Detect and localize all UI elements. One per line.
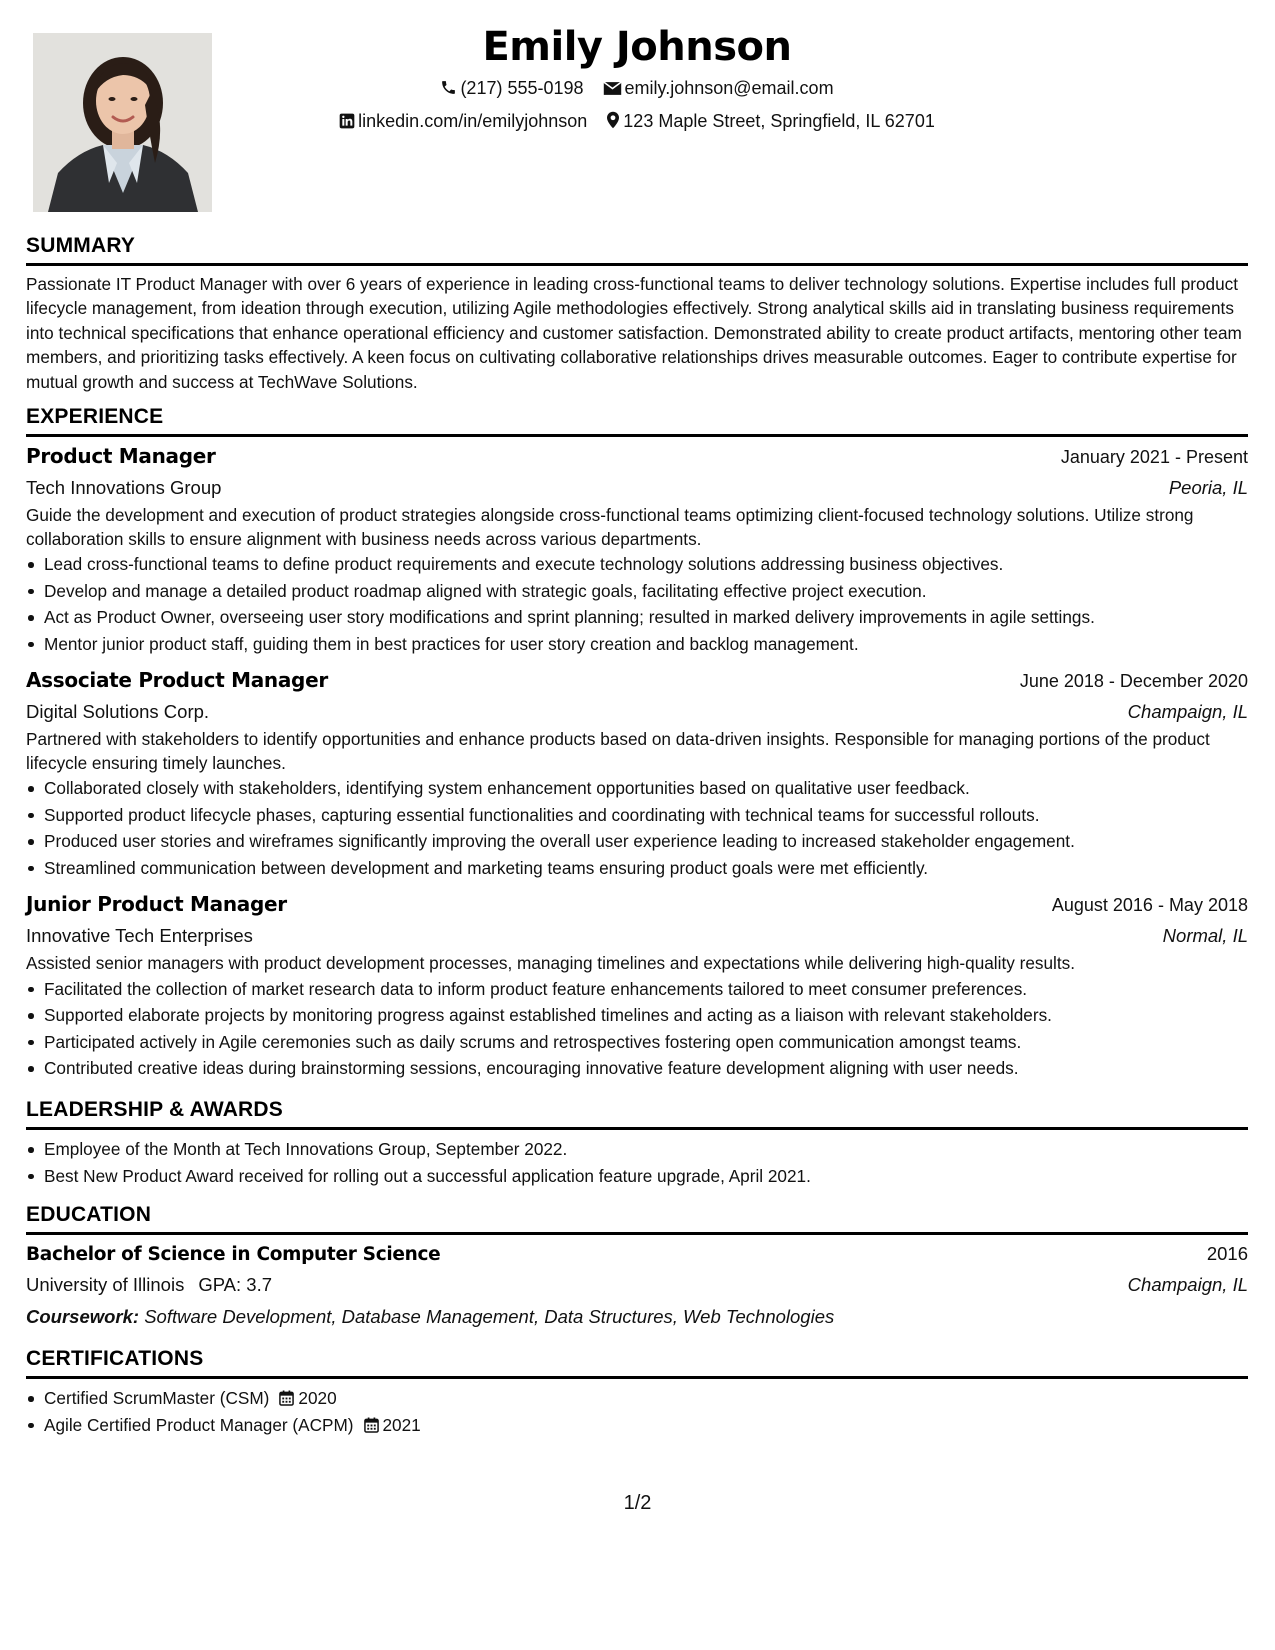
job-header — [26, 441, 1248, 472]
job-title: Junior Product Manager — [26, 892, 287, 916]
job-entry — [26, 441, 1248, 657]
job-bullets — [26, 775, 1248, 881]
map-pin-icon — [606, 111, 620, 129]
list-item: Streamlined communication between development and marketing teams ensuring product goals were met efficiently. — [44, 855, 1248, 882]
university: University of Illinois — [26, 1274, 185, 1295]
envelope-icon — [603, 81, 622, 96]
job-company: Digital Solutions Corp. — [26, 701, 210, 722]
list-item: Act as Product Owner, overseeing user story modifications and sprint planning; resulted in marked delivery improvements in agile settings. — [44, 604, 1248, 631]
list-item: Best New Product Award received for rolling out a successful application feature upgrade, April 2021. — [44, 1163, 1248, 1190]
section-divider — [26, 1127, 1248, 1130]
job-header — [26, 889, 1248, 920]
leadership-section — [26, 1097, 1248, 1189]
job-location: Peoria, IL — [1168, 477, 1248, 498]
linkedin-icon — [339, 113, 355, 129]
certification-year: 2020 — [298, 1388, 337, 1408]
certifications-section — [26, 1346, 1248, 1438]
section-title-leadership: LEADERSHIP & AWARDS — [26, 1098, 283, 1121]
job-subheader — [26, 472, 1248, 504]
list-item: Mentor junior product staff, guiding them in best practices for user story creation and backlog management. — [44, 631, 1248, 658]
job-header — [26, 665, 1248, 696]
section-divider — [26, 1376, 1248, 1379]
certification-name: Certified ScrumMaster (CSM) — [44, 1388, 270, 1408]
email-text[interactable]: emily.johnson@email.com — [624, 78, 834, 99]
calendar-icon — [364, 1417, 379, 1433]
degree: Bachelor of Science in Computer Science — [26, 1244, 441, 1265]
job-description: Guide the development and execution of product strategies alongside cross-functional teams optimizing client-focused technology solutions. Utilize strong collaboration skills to ensure alignment with business needs across various departments. — [26, 505, 1194, 549]
list-item — [44, 1385, 1248, 1412]
gpa: GPA: 3.7 — [198, 1274, 273, 1295]
contact-row-2 — [26, 108, 1248, 131]
section-title-certifications: CERTIFICATIONS — [26, 1347, 204, 1370]
certification-name: Agile Certified Product Manager (ACPM) — [44, 1414, 354, 1435]
list-item: Collaborated closely with stakeholders, identifying system enhancement opportunities based on qualitative user feedback. — [44, 775, 1248, 802]
section-divider — [26, 434, 1248, 437]
list-item: Produced user stories and wireframes significantly improving the overall user experience leading to increased stakeholder engagement. — [44, 828, 1248, 855]
coursework-list: Software Development, Database Management, Data Structures, Web Technologies — [144, 1306, 835, 1327]
job-entry — [26, 889, 1248, 1082]
job-dates: August 2016 - May 2018 — [1051, 895, 1248, 915]
list-item: Lead cross-functional teams to define product requirements and execute technology solutions addressing business objectives. — [44, 551, 1248, 578]
coursework-label: Coursework: — [26, 1306, 140, 1327]
job-dates: January 2021 - Present — [1060, 447, 1248, 467]
page-number: 1/2 — [623, 1492, 652, 1514]
list-item: Supported elaborate projects by monitoring progress against established timelines and acting as a liaison with relevant stakeholders. — [44, 1002, 1248, 1029]
education-location: Champaign, IL — [1127, 1274, 1248, 1295]
phone-contact — [440, 77, 583, 99]
certifications-list — [26, 1385, 1248, 1438]
resume-page — [26, 0, 1248, 1650]
job-location: Normal, IL — [1162, 925, 1248, 946]
calendar-icon — [279, 1390, 294, 1406]
linkedin-text[interactable]: linkedin.com/in/emilyjohnson — [358, 110, 588, 131]
university-line — [26, 1270, 272, 1300]
section-divider — [26, 263, 1248, 266]
job-subheader — [26, 696, 1248, 728]
coursework — [26, 1302, 1248, 1332]
list-item: Employee of the Month at Tech Innovations Group, September 2022. — [44, 1136, 1248, 1163]
address-contact — [606, 110, 935, 132]
job-subheader — [26, 920, 1248, 952]
list-item — [44, 1412, 1248, 1439]
list-item: Contributed creative ideas during brainstorming sessions, encouraging innovative feature development aligning with user needs. — [44, 1055, 1248, 1082]
job-company: Innovative Tech Enterprises — [26, 925, 253, 946]
job-title: Product Manager — [26, 444, 216, 468]
awards-list — [26, 1136, 1248, 1189]
job-bullets — [26, 976, 1248, 1082]
job-description: Partnered with stakeholders to identify opportunities and enhance products based on data-driven insights. Responsible for managing portions of the product lifecycle ensuring timely launches. — [26, 729, 1210, 773]
list-item: Develop and manage a detailed product roadmap aligned with strategic goals, facilitating effective project execution. — [44, 578, 1248, 605]
experience-section — [26, 404, 1248, 1082]
contact-row-1 — [26, 76, 1248, 99]
address-text: 123 Maple Street, Springfield, IL 62701 — [623, 110, 935, 131]
linkedin-contact[interactable] — [339, 110, 587, 132]
phone-text: (217) 555-0198 — [460, 78, 584, 99]
job-entry — [26, 665, 1248, 881]
education-header — [26, 1240, 1248, 1269]
section-title-education: EDUCATION — [26, 1203, 152, 1226]
section-title-experience: EXPERIENCE — [26, 405, 164, 428]
candidate-name: Emily Johnson — [482, 24, 792, 70]
resume-header — [26, 22, 1248, 132]
education-subheader — [26, 1269, 1248, 1301]
list-item: Supported product lifecycle phases, capturing essential functionalities and coordinating with technical teams for successful rollouts. — [44, 802, 1248, 829]
certification-year: 2021 — [382, 1414, 421, 1435]
section-title-summary: SUMMARY — [26, 234, 136, 257]
list-item: Facilitated the collection of market research data to inform product feature enhancements tailored to meet consumer preferences. — [44, 976, 1248, 1003]
job-description: Assisted senior managers with product development processes, managing timelines and expectations while delivering high-quality results. — [26, 953, 1075, 973]
section-divider — [26, 1232, 1248, 1235]
job-title: Associate Product Manager — [26, 668, 328, 692]
job-location: Champaign, IL — [1127, 701, 1248, 722]
education-section — [26, 1202, 1248, 1332]
graduation-year: 2016 — [1206, 1243, 1248, 1264]
list-item: Participated actively in Agile ceremonies such as daily scrums and retrospectives fostering open communication amongst teams. — [44, 1029, 1248, 1056]
summary-text: Passionate IT Product Manager with over 6 years of experience in leading cross-functional teams to deliver technology solutions. Expertise includes full product lifecycle management, from ideation through execution, utilizing Agile methodologies effectively. Strong analytical skills aid in translating business requirements into technical specifications that enhance operational efficiency and customer satisfaction. Demonstrated ability to create product artifacts, mentoring other team members, and prioritizing tasks effectively. A keen focus on cultivating collaborative relationships drives measurable outcomes. Eager to contribute expertise for mutual growth and success at TechWave Solutions. — [26, 274, 1242, 392]
summary-section — [26, 233, 1248, 394]
job-company: Tech Innovations Group — [26, 477, 222, 498]
email-contact[interactable] — [603, 77, 834, 99]
job-dates: June 2018 - December 2020 — [1019, 671, 1248, 691]
job-bullets — [26, 551, 1248, 657]
phone-icon — [440, 79, 457, 96]
